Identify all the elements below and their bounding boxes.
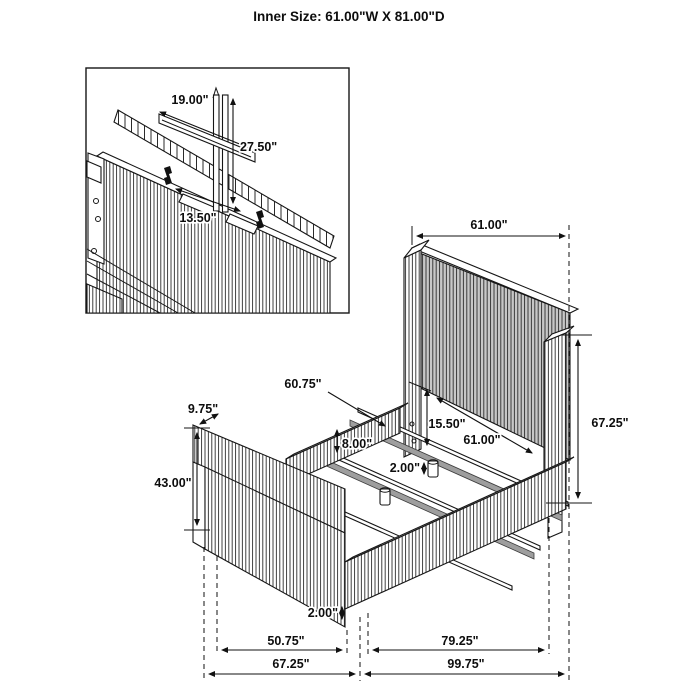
support-leg (428, 460, 438, 477)
dim-rail-60-75-label: 60.75" (284, 377, 322, 391)
inset-left-post (87, 153, 104, 264)
dim-foot-height-43-label: 43.00" (154, 476, 192, 490)
dim-leg-2-00-label: 2.00" (389, 461, 420, 475)
dim-headboard-height-label: 67.25" (591, 416, 629, 430)
dim-27-50-label: 27.50" (240, 140, 278, 154)
footboard-left-edge (193, 462, 205, 549)
dim-foot-2-00-label: 2.00" (307, 606, 338, 620)
dim-79-25-label: 79.25" (441, 634, 479, 648)
dim-67-25-bottom-label: 67.25" (272, 657, 310, 671)
support-leg (380, 488, 390, 505)
dim-foot-depth-9-75-label: 9.75" (187, 402, 219, 416)
page-title: Inner Size: 61.00"W X 81.00"D (253, 9, 445, 24)
dim-19-00-label: 19.00" (171, 93, 209, 107)
dim-13-50-label: 13.50" (179, 211, 217, 225)
dim-top-width-label: 61.00" (470, 218, 508, 232)
right-side-rail (345, 457, 574, 609)
dim-50-75-label: 50.75" (267, 634, 305, 648)
inset-detail-box (86, 68, 349, 313)
dim-15-50-label: 15.50" (428, 417, 466, 431)
dim-8-00-label: 8.00" (341, 437, 373, 451)
dim-99-75-label: 99.75" (447, 657, 485, 671)
dim-inner-width-label: 61.00" (463, 433, 501, 447)
